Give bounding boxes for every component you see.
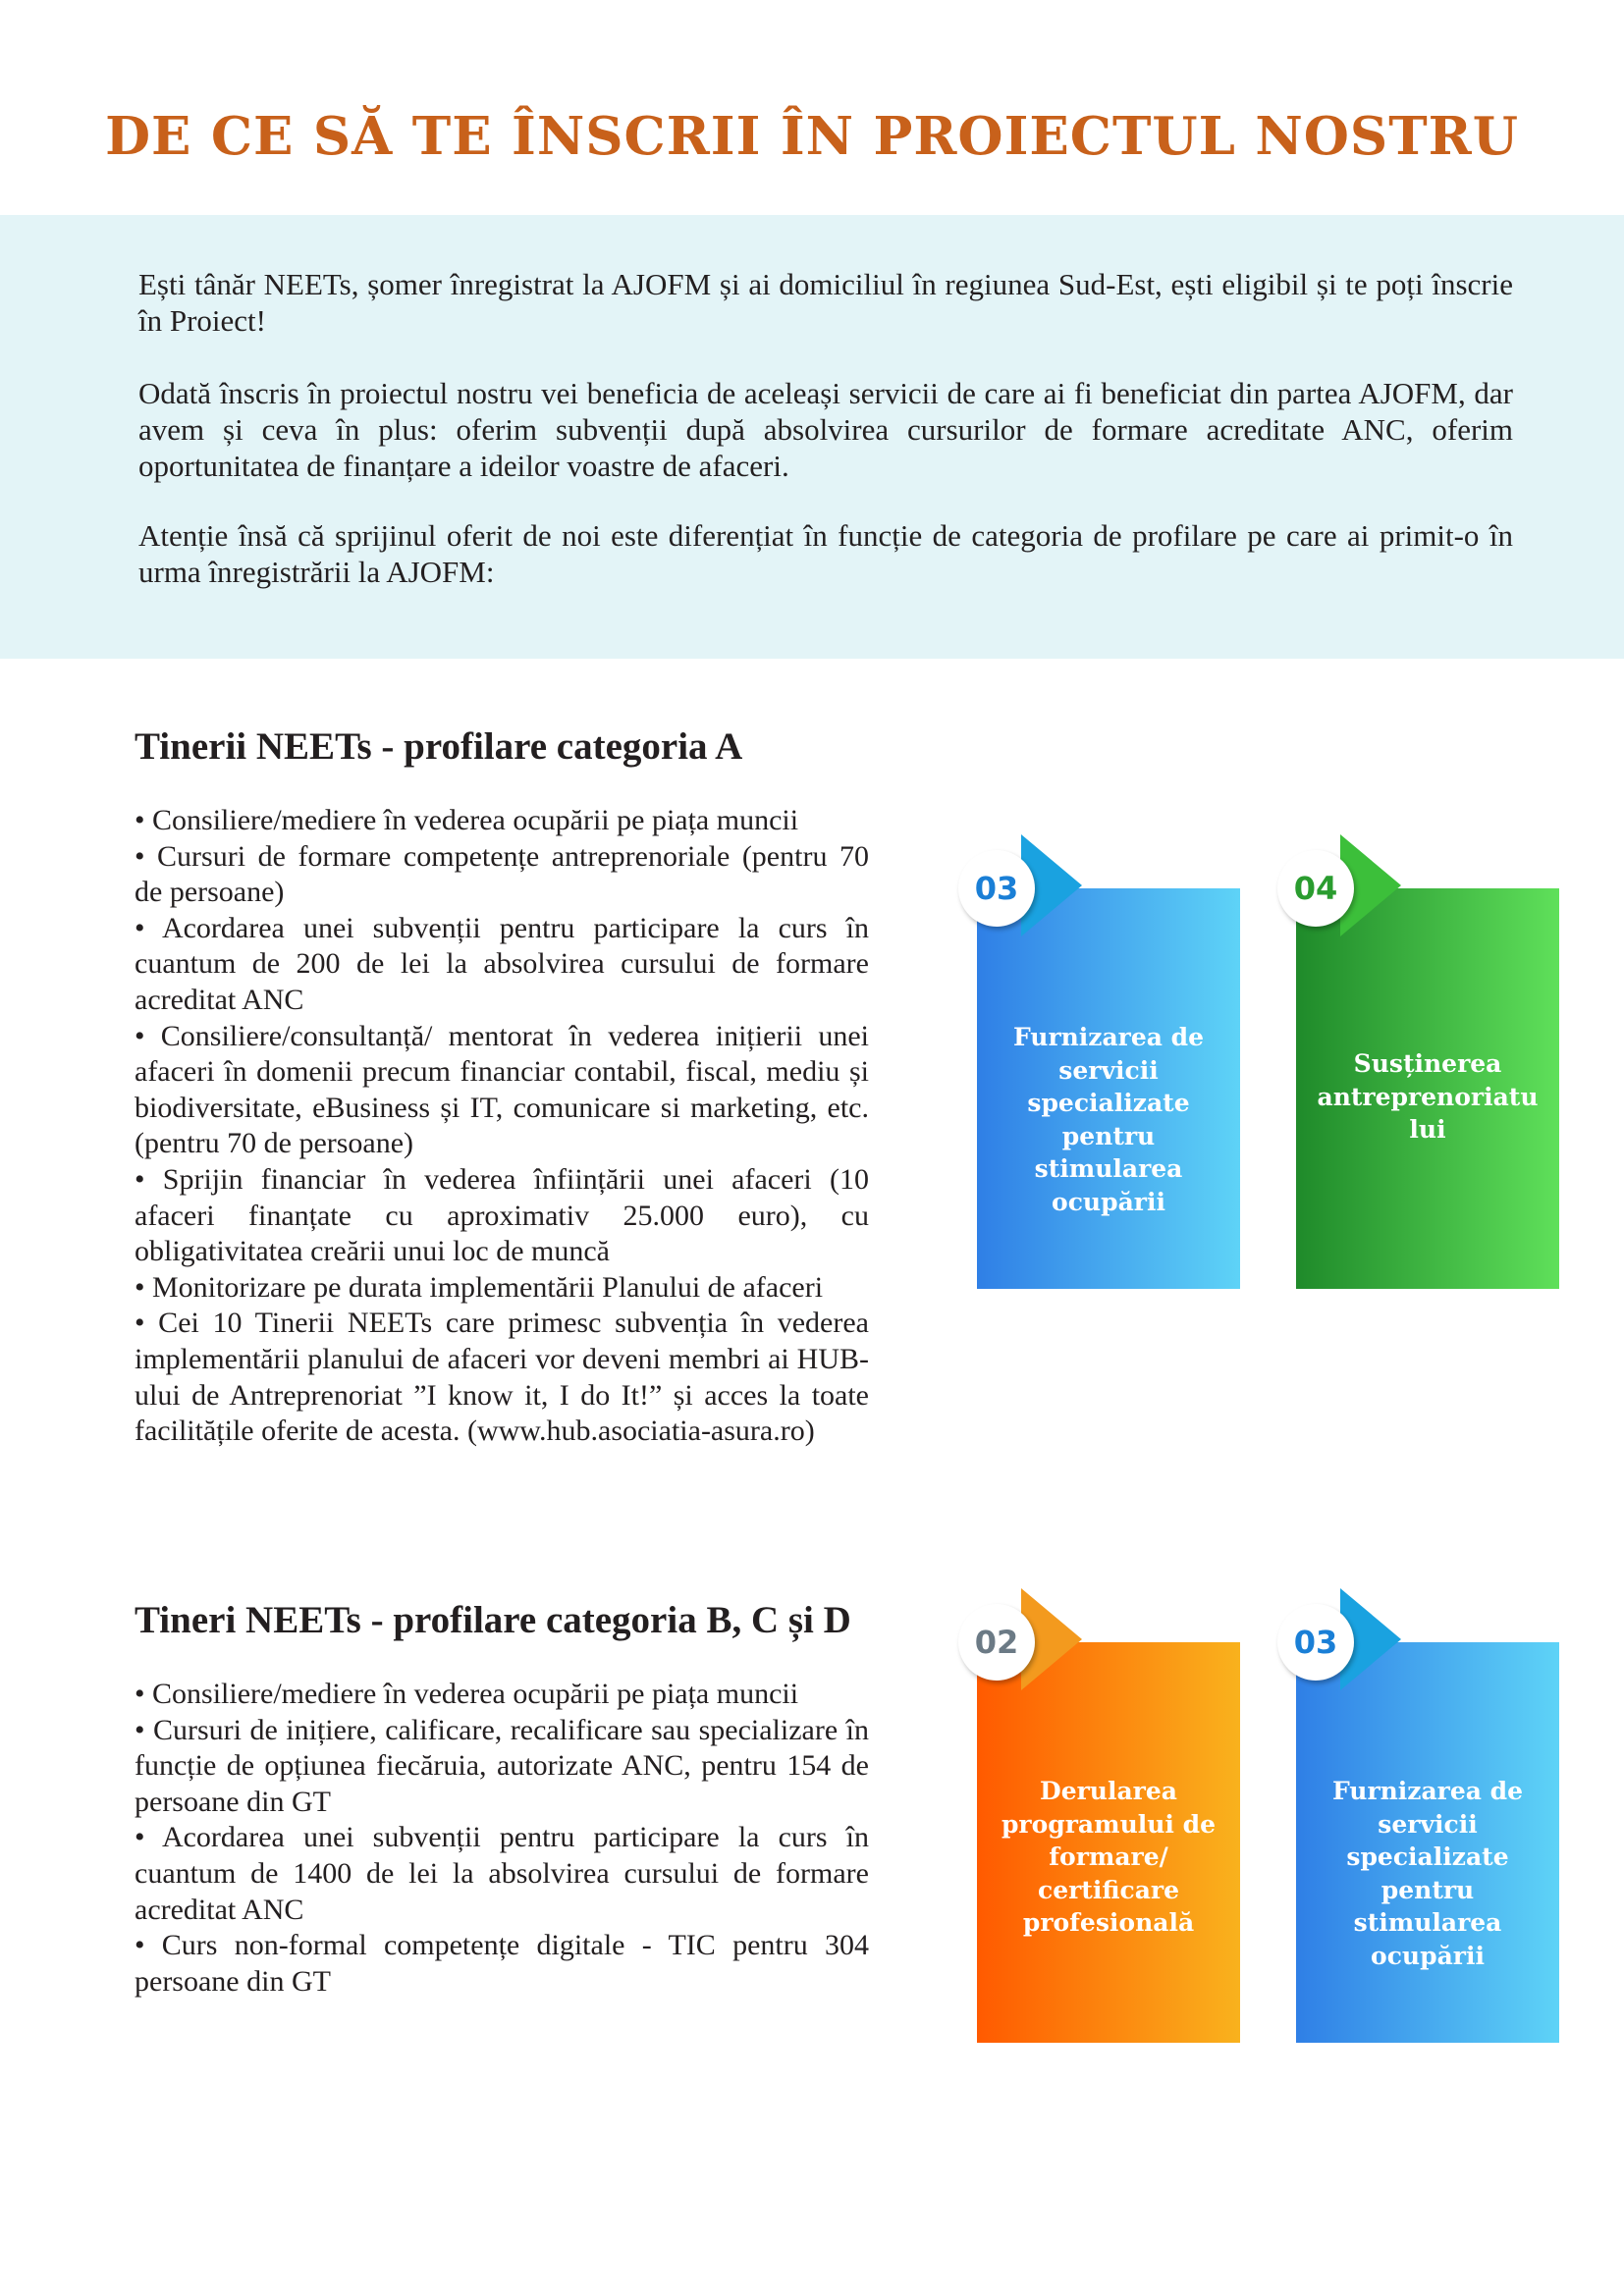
intro-paragraph-eligibility: Ești tânăr NEETs, șomer înregistrat la AJOFM și ai domiciliul în regiunea Sud-Est, ești eligibil și te poți înscrie în Proiect! — [138, 267, 1513, 338]
service-card-entrepreneurship — [1296, 888, 1559, 1289]
step-number-badge: 02 — [958, 1604, 1035, 1681]
section-bcd-heading: Tineri NEETs - profilare categoria B, C și D — [135, 1599, 851, 1641]
service-card-employment — [1296, 1642, 1559, 2043]
card-label: Furnizarea de servicii specializate pentru stimularea ocupării — [1331, 1777, 1524, 1970]
list-item: • Cei 10 Tinerii NEETs care primesc subvenția în vederea implementării planului de afaceri vor deveni membri ai HUB-ului de Antreprenoriat ”I know it, I do It!” și acces la toate facilitățile oferite de acesta. (www.hub.asociatia-asura.ro) — [135, 1307, 869, 1448]
intro-box — [0, 215, 1624, 659]
intro-paragraph-benefits: Odată înscris în proiectul nostru vei beneficia de aceleași servicii de care ai fi beneficiat din partea AJOFM, dar avem și ceva în plus: oferim subvenții după absolvirea cursurilor de formare acreditate ANC, oferim oportunitatea de finanțare a ideilor voastre de afaceri. — [138, 376, 1513, 483]
card-label: Susținerea antreprenoriatu lui — [1317, 1049, 1539, 1144]
page-title: DE CE SĂ TE ÎNSCRII ÎN PROIECTUL NOSTRU — [105, 106, 1519, 167]
list-item: • Cursuri de formare competențe antreprenoriale (pentru 70 de persoane) — [135, 839, 869, 909]
list-item: • Monitorizare pe durata implementării Planului de afaceri — [135, 1270, 824, 1304]
section-a-bullet-list — [135, 803, 869, 1450]
list-item: • Acordarea unei subvenții pentru participare la curs în cuantum de 1400 de lei la absolvirea cursului de formare acreditat ANC — [135, 1821, 869, 1926]
card-label: Furnizarea de servicii specializate pentru stimularea ocupării — [1012, 1023, 1205, 1216]
step-number-badge: 04 — [1277, 850, 1354, 927]
service-card-training — [977, 1642, 1240, 2043]
list-item: • Consiliere/mediere în vederea ocupării pe piața muncii — [135, 804, 799, 836]
card-label: Derularea programului de formare/ certificare profesională — [1001, 1777, 1217, 1937]
step-number-badge: 03 — [958, 850, 1035, 927]
list-item: • Curs non-formal competențe digitale - TIC pentru 304 persoane din GT — [135, 1929, 869, 1998]
section-a-heading: Tinerii NEETs - profilare categoria A — [135, 725, 743, 768]
intro-paragraph-attention: Atenție însă că sprijinul oferit de noi este diferențiat în funcție de categoria de profilare pe care ai primit-o în urma înregistrării la AJOFM: — [138, 518, 1513, 589]
list-item: • Sprijin financiar în vederea înființării unei afaceri (10 afaceri finanțate cu aproximativ 25.000 euro), cu obligativitatea creării unui loc de muncă — [135, 1162, 869, 1268]
list-item: • Consiliere/mediere în vederea ocupării pe piața muncii — [135, 1678, 799, 1710]
section-bcd-bullet-list — [135, 1677, 869, 2000]
list-item: • Acordarea unei subvenții pentru participare la curs în cuantum de 200 de lei la absolvirea cursului de formare acreditat ANC — [135, 911, 869, 1016]
list-item: • Cursuri de inițiere, calificare, recalificare sau specializare în funcție de opțiunea fiecăruia, autorizate ANC, pentru 154 de persoane din GT — [135, 1713, 869, 1818]
service-card-employment — [977, 888, 1240, 1289]
list-item: • Consiliere/consultanță/ mentorat în vederea inițierii unei afaceri în domenii precum financiar contabil, fiscal, mediu și biodiversitate, eBusiness și IT, comunicare si marketing, etc.(pentru 70 de persoane) — [135, 1019, 869, 1160]
step-number-badge: 03 — [1277, 1604, 1354, 1681]
